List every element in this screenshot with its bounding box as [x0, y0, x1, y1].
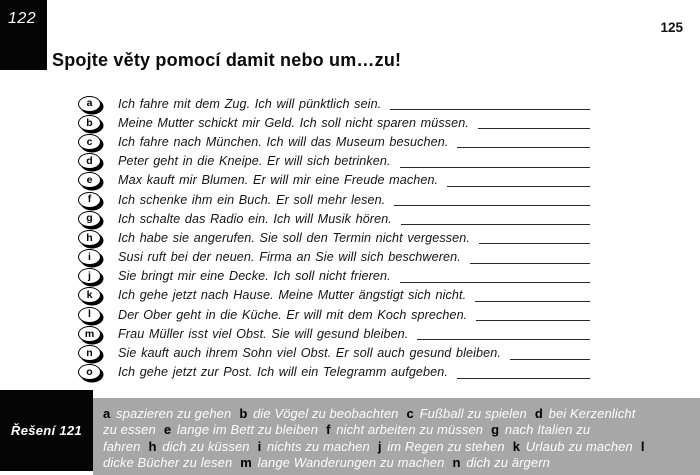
answer-blank-line — [479, 231, 590, 244]
solution-answer-text: nichts zu machen — [263, 438, 370, 454]
solution-answer-letter: n — [452, 455, 461, 471]
item-sentence: Der Ober geht in die Küche. Er will mit dem Koch sprechen. — [118, 307, 468, 322]
solution-answer-letter: b — [239, 406, 248, 421]
item-letter-badge: f — [78, 192, 101, 208]
solution-answer-text: nicht arbeiten zu müssen — [332, 422, 484, 438]
item-sentence: Ich schalte das Radio ein. Ich will Musik hören. — [118, 211, 392, 226]
solution-answer-text: die Vögel zu beobachten — [249, 406, 399, 421]
item-sentence: Sie kauft auch ihrem Sohn viel Obst. Er soll auch gesund bleiben. — [118, 346, 501, 361]
item-sentence: Meine Mutter schickt mir Geld. Ich soll nicht sparen müssen. — [118, 115, 469, 130]
solution-answer-text: im Regen zu stehen — [383, 438, 505, 454]
solution-answer-letter: g — [491, 422, 500, 438]
solution-answer-letter: j — [377, 438, 382, 454]
solution-answer-text: Urlaub zu machen — [522, 438, 633, 454]
answer-blank-line — [400, 155, 590, 168]
item-letter-badge: k — [78, 287, 101, 303]
solution-answer — [103, 406, 231, 421]
solution-answer-text: dich zu küssen — [158, 438, 250, 454]
solution-answer-text: lange Wanderungen zu machen — [253, 455, 445, 471]
answer-blank-line — [401, 212, 590, 225]
solution-answer — [513, 439, 633, 454]
answer-blank-line — [400, 270, 590, 283]
exercise-title: Spojte věty pomocí damit nebo um…zu! — [52, 50, 402, 70]
solution-answer — [407, 406, 527, 421]
answer-blank-line — [390, 97, 590, 110]
answer-blank-line — [457, 366, 590, 379]
item-sentence: Max kauft mir Blumen. Er will mir eine Freude machen. — [118, 173, 439, 188]
solution-answer-text: dicke Bücher zu lesen — [103, 455, 233, 471]
exercise-item — [78, 248, 590, 267]
exercise-item — [78, 228, 590, 247]
item-letter-badge: e — [78, 172, 101, 188]
solution-label-box — [0, 390, 93, 471]
solution-answer-text: nach Italien zu fahren — [103, 422, 591, 454]
item-letter-badge: i — [78, 249, 101, 265]
exercise-list — [78, 94, 590, 382]
exercise-item — [78, 305, 590, 324]
item-sentence: Sie bringt mir eine Decke. Ich soll nicht frieren. — [118, 269, 391, 284]
item-sentence: Ich gehe jetzt nach Hause. Meine Mutter ängstigt sich nicht. — [118, 288, 467, 303]
item-letter-badge: b — [78, 115, 101, 131]
solution-answer — [164, 422, 318, 437]
answer-blank-line — [447, 174, 590, 187]
exercise-item — [78, 113, 590, 132]
solution-answer — [326, 422, 483, 437]
solution-answer-letter: a — [103, 406, 111, 421]
exercise-item — [78, 343, 590, 362]
solution-answer-letter: e — [163, 422, 172, 438]
item-sentence: Frau Müller isst viel Obst. Sie will gesund bleiben. — [118, 326, 409, 341]
exercise-item — [78, 324, 590, 343]
item-sentence: Susi ruft bei der neuen. Firma an Sie will sich beschweren. — [118, 250, 461, 265]
solution-answer — [378, 439, 505, 454]
item-letter-badge: n — [78, 345, 101, 361]
item-letter-badge: a — [78, 96, 101, 112]
answer-blank-line — [475, 289, 590, 302]
solution-answer-text: spazieren zu gehen — [112, 406, 232, 421]
solution-answer — [258, 439, 370, 454]
answer-blank-line — [417, 327, 590, 340]
exercise-item — [78, 286, 590, 305]
left-page-number-box — [0, 0, 47, 70]
left-page-number: 122 — [8, 10, 37, 27]
solution-answer-text: lange im Bett zu bleiben — [173, 422, 319, 438]
solution-answer — [452, 455, 550, 470]
item-sentence: Ich fahre nach München. Ich will das Museum besuchen. — [118, 134, 449, 149]
item-letter-badge: h — [78, 230, 101, 246]
answer-blank-line — [457, 135, 590, 148]
solution-answer-letter: m — [240, 455, 252, 471]
item-sentence: Ich gehe jetzt zur Post. Ich will ein Telegramm aufgeben. — [118, 365, 448, 380]
exercise-item — [78, 132, 590, 151]
solution-answer — [148, 439, 249, 454]
item-letter-badge: c — [78, 134, 101, 150]
answer-blank-line — [394, 193, 590, 206]
solution-answer-letter: i — [257, 438, 262, 454]
exercise-item — [78, 94, 590, 113]
exercise-item — [78, 190, 590, 209]
exercise-item — [78, 152, 590, 171]
exercise-item — [78, 209, 590, 228]
item-letter-badge: o — [78, 364, 101, 380]
solution-answer-letter: l — [640, 438, 645, 454]
right-page-number: 125 — [660, 20, 683, 35]
solution-answers — [93, 398, 700, 475]
item-letter-badge: l — [78, 307, 101, 323]
answer-blank-line — [478, 116, 590, 129]
solution-answer-text: bei Kerzenlicht zu essen — [103, 406, 636, 438]
solution-label: Řešení 121 — [11, 423, 82, 438]
item-sentence: Ich schenke ihm ein Buch. Er soll mehr lesen. — [118, 192, 386, 207]
exercise-item — [78, 171, 590, 190]
item-sentence: Peter geht in die Kneipe. Er will sich betrinken. — [118, 154, 391, 169]
solution-answer-letter: c — [406, 406, 414, 421]
solution-answer-text: dich zu ärgern — [462, 455, 550, 471]
item-letter-badge: m — [78, 326, 101, 342]
exercise-item — [78, 363, 590, 382]
solution-answer-letter: h — [148, 438, 157, 454]
item-sentence: Ich habe sie angerufen. Sie soll den Termin nicht vergessen. — [118, 230, 470, 245]
answer-blank-line — [476, 308, 590, 321]
item-sentence: Ich fahre mit dem Zug. Ich will pünktlich sein. — [118, 96, 382, 111]
item-letter-badge: g — [78, 211, 101, 227]
item-letter-badge: d — [78, 153, 101, 169]
item-letter-badge: j — [78, 268, 101, 284]
solution-answer — [240, 455, 444, 470]
solution-answer-letter: d — [534, 406, 543, 421]
answer-blank-line — [470, 251, 590, 264]
answer-blank-line — [510, 347, 590, 360]
solution-answer-letter: k — [512, 438, 521, 454]
solution-answer-text: Fußball zu spielen — [415, 406, 527, 421]
exercise-item — [78, 267, 590, 286]
solution-answer — [239, 406, 398, 421]
solution-answer-letter: f — [326, 422, 331, 438]
